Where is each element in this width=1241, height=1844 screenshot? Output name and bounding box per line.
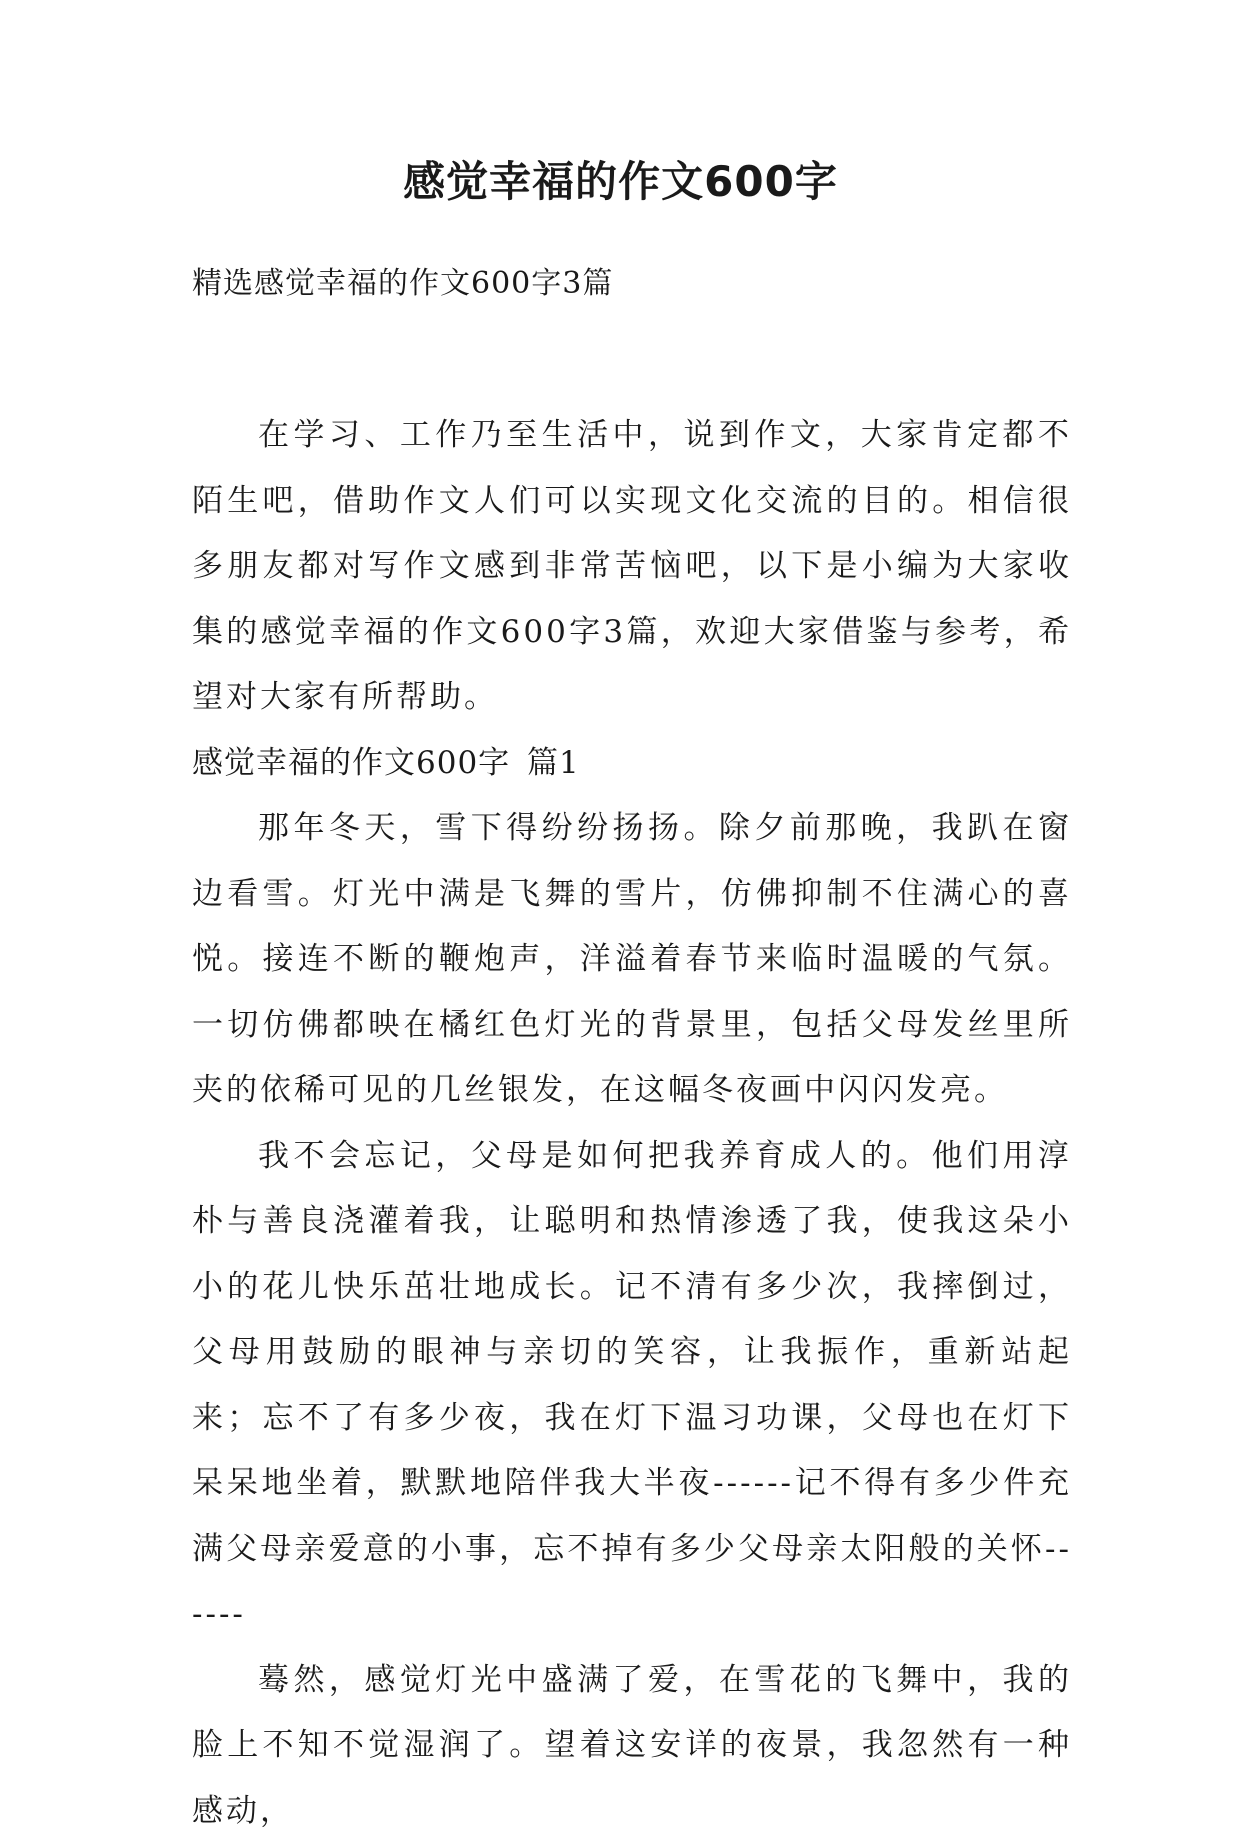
document-title: 感觉幸福的作文600字 (0, 152, 1241, 212)
intro-paragraph: 在学习、工作乃至生活中，说到作文，大家肯定都不陌生吧，借助作文人们可以实现文化交流的目的。相信很多朋友都对写作文感到非常苦恼吧，以下是小编为大家收集的感觉幸福的作文600字3篇，欢迎大家借鉴与参考，希望对大家有所帮助。 (192, 403, 1072, 731)
section-heading: 感觉幸福的作文600字 篇1 (192, 731, 1072, 797)
body-paragraph: 我不会忘记，父母是如何把我养育成人的。他们用淳朴与善良浇灌着我，让聪明和热情渗透了我，使我这朵小小的花儿快乐茁壮地成长。记不清有多少次，我摔倒过，父母用鼓励的眼神与亲切的笑容，让我振作，重新站起来；忘不了有多少夜，我在灯下温习功课，父母也在灯下呆呆地坐着，默默地陪伴我大半夜------记不得有多少件充满父母亲爱意的小事，忘不掉有多少父母亲太阳般的关怀------ (192, 1124, 1072, 1648)
body-paragraph: 那年冬天，雪下得纷纷扬扬。除夕前那晚，我趴在窗边看雪。灯光中满是飞舞的雪片，仿佛抑制不住满心的喜悦。接连不断的鞭炮声，洋溢着春节来临时温暖的气氛。一切仿佛都映在橘红色灯光的背景里，包括父母发丝里所夹的依稀可见的几丝银发，在这幅冬夜画中闪闪发亮。 (192, 796, 1072, 1124)
body-paragraph: 蓦然，感觉灯光中盛满了爱，在雪花的飞舞中，我的脸上不知不觉湿润了。望着这安详的夜景，我忽然有一种感动， (192, 1648, 1072, 1844)
document-subtitle: 精选感觉幸福的作文600字3篇 (192, 262, 613, 306)
document-body (192, 403, 1072, 1844)
